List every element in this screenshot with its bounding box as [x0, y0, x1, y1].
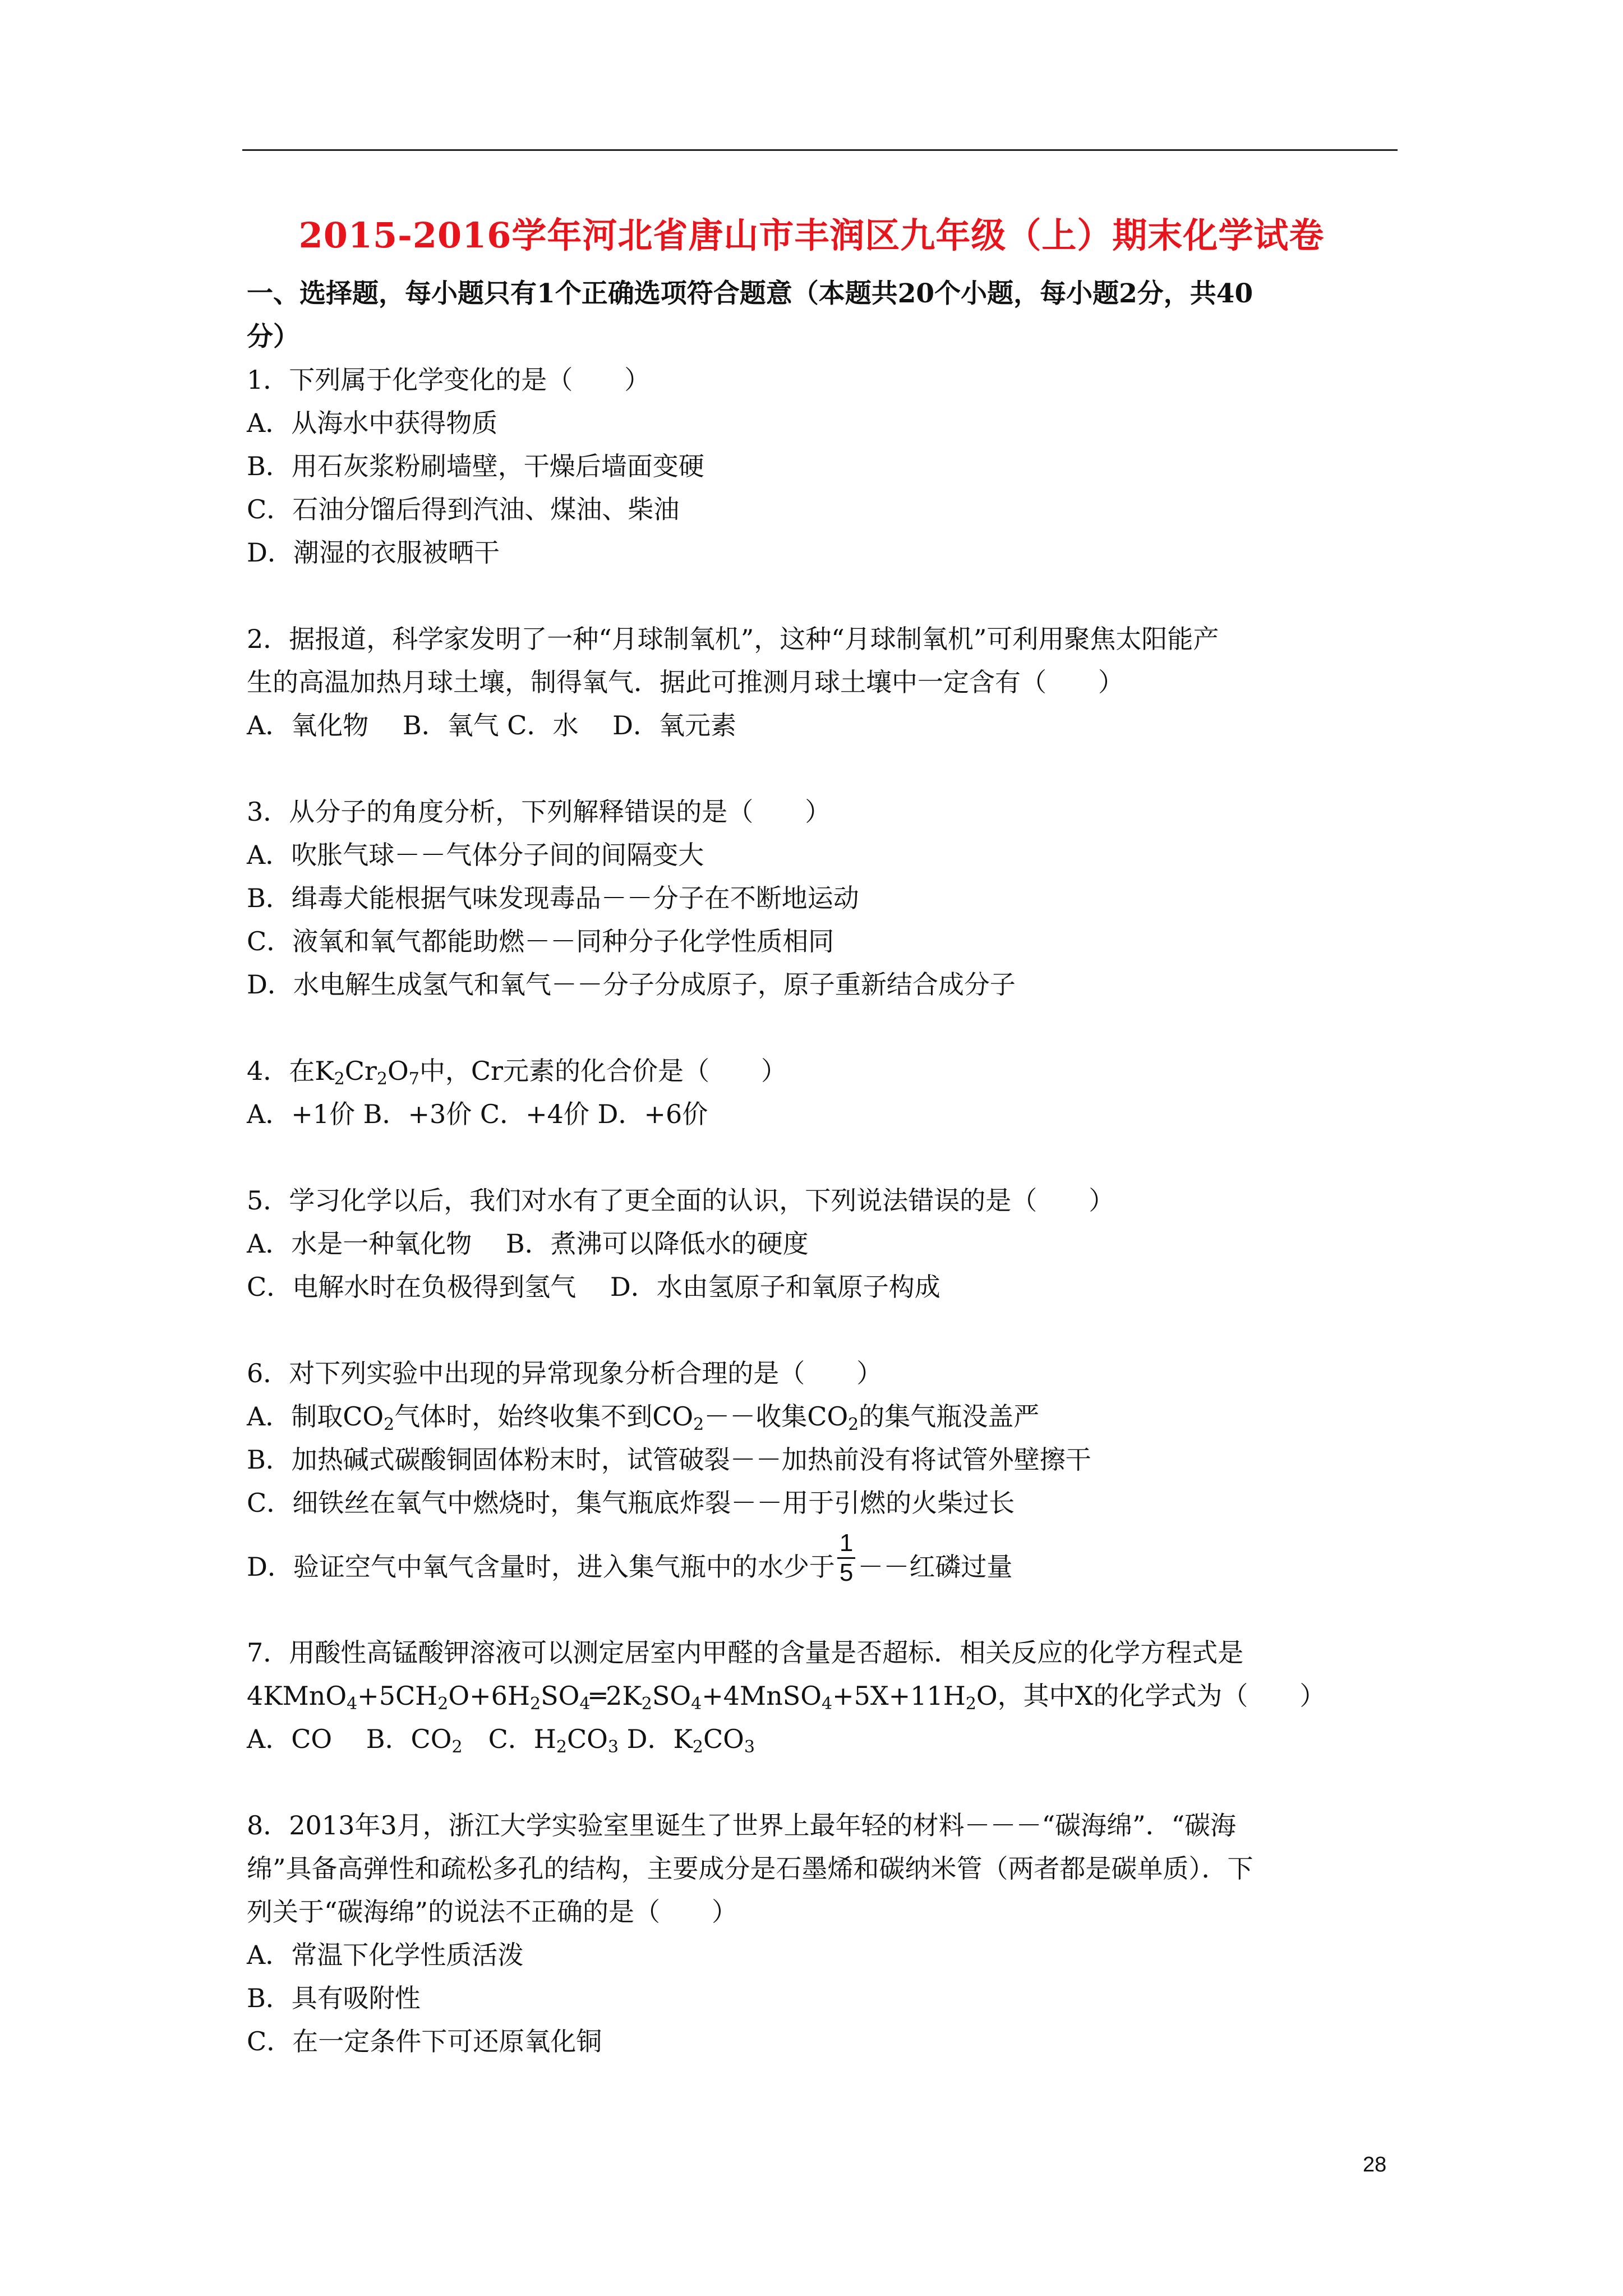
q6d-text-pre: D．验证空气中氧气含量时，进入集气瓶中的水少于	[247, 1552, 835, 1582]
question-4	[247, 1050, 1396, 1136]
question-2	[247, 618, 1396, 747]
question-8-stem-line-3: 列关于“碳海绵”的说法不正确的是（ ）	[247, 1897, 738, 1927]
q7-opt-text-4: D．K	[618, 1724, 693, 1754]
q6a-sub-2: 2	[693, 1415, 704, 1434]
q7-opt-sub-5: 3	[744, 1737, 755, 1757]
header-rule	[242, 149, 1398, 151]
question-8-option-b: B．具有吸附性	[247, 1983, 421, 2013]
question-7-stem: 7．用酸性高锰酸钾溶液可以测定居室内甲醛的含量是否超标．相关反应的化学方程式是	[247, 1637, 1244, 1668]
question-5	[247, 1179, 1396, 1309]
question-3-option-b: B．缉毒犬能根据气味发现毒品－－分子在不断地运动	[247, 883, 859, 913]
question-3-stem: 3．从分子的角度分析，下列解释错误的是（ ）	[247, 797, 831, 827]
q6a-text-4: 的集气瓶没盖严	[859, 1401, 1040, 1432]
question-1-option-c: C．石油分馏后得到汽油、煤油、柴油	[247, 494, 680, 524]
question-7-equation	[247, 1674, 1396, 1718]
q4-text-pre: 4．在K	[247, 1056, 334, 1086]
eq-part-4: SO	[541, 1681, 580, 1711]
question-8-option-c: C．在一定条件下可还原氧化铜	[247, 2026, 602, 2056]
q4-text-cr: Cr	[344, 1056, 377, 1086]
question-1-option-a: A．从海水中获得物质	[247, 408, 498, 438]
eq-sub-1: 4	[347, 1694, 358, 1714]
eq-sub-4: 4	[579, 1694, 591, 1714]
question-3-option-a: A．吹胀气球－－气体分子间的间隔变大	[247, 840, 704, 870]
q6a-text-3: －－收集CO	[704, 1401, 849, 1432]
question-3-option-c: C．液氧和氧气都能助燃－－同种分子化学性质相同	[247, 926, 834, 956]
q7-opt-text-1: A．CO B．CO	[247, 1724, 452, 1754]
q6a-text-1: A．制取CO	[247, 1401, 384, 1432]
eq-part-1: 4KMnO	[247, 1681, 347, 1711]
eq-part-5: ═2K	[590, 1681, 642, 1711]
section-heading-line-1: 一、选择题，每小题只有1个正确选项符合题意（本题共20个小题，每小题2分，共40	[247, 278, 1253, 309]
question-2-options: A．氧化物 B．氧气 C．水 D．氧元素	[247, 710, 736, 740]
eq-part-2: +5CH	[357, 1681, 438, 1711]
section-heading-line-2: 分）	[247, 321, 299, 352]
question-5-options-cd: C．电解水时在负极得到氢气 D．水由氢原子和氧原子构成	[247, 1272, 940, 1302]
question-8	[247, 1804, 1396, 2063]
fraction-numerator: 1	[837, 1529, 855, 1559]
q6a-sub-3: 2	[848, 1415, 859, 1434]
question-5-stem: 5．学习化学以后，我们对水有了更全面的认识，下列说法错误的是（ ）	[247, 1185, 1115, 1216]
eq-sub-8: 2	[965, 1694, 976, 1714]
exam-content	[247, 272, 1396, 2063]
question-4-options: A．+1价 B．+3价 C．+4价 D．+6价	[247, 1099, 708, 1129]
question-8-option-a: A．常温下化学性质活泼	[247, 1940, 524, 1970]
q7-opt-text-5: CO	[703, 1724, 744, 1754]
q4-sub-3: 7	[408, 1069, 419, 1089]
eq-part-9: O，其中X的化学式为（ ）	[976, 1681, 1326, 1711]
eq-sub-5: 2	[641, 1694, 652, 1714]
question-1-option-d: D．潮湿的衣服被晒干	[247, 537, 500, 568]
eq-part-3: O+6H	[448, 1681, 531, 1711]
question-8-stem-line-2: 绵”具备高弹性和疏松多孔的结构，主要成分是石墨烯和碳纳米管（两者都是碳单质）．下	[247, 1853, 1253, 1884]
question-6-option-c: C．细铁丝在氧气中燃烧时，集气瓶底炸裂－－用于引燃的火柴过长	[247, 1488, 1015, 1518]
q7-opt-sub-4: 2	[692, 1737, 703, 1757]
question-8-stem-line-1: 8．2013年3月，浙江大学实验室里诞生了世界上最年轻的材料－－－“碳海绵”．“碳海	[247, 1810, 1237, 1841]
q6a-sub-1: 2	[384, 1415, 395, 1434]
section-heading	[247, 272, 1396, 358]
eq-sub-6: 4	[691, 1694, 702, 1714]
question-6-option-d	[247, 1525, 1396, 1603]
question-1	[247, 358, 1396, 574]
fraction-denominator: 5	[839, 1558, 854, 1586]
question-1-stem: 1．下列属于化学变化的是（ ）	[247, 365, 651, 395]
fraction-one-fifth	[837, 1529, 855, 1587]
page-number: 28	[1363, 2153, 1387, 2177]
q7-opt-sub-2: 2	[556, 1737, 567, 1757]
question-1-option-b: B．用石灰浆粉刷墙壁，干燥后墙面变硬	[247, 451, 704, 481]
q7-opt-sub-1: 2	[451, 1737, 463, 1757]
q4-sub-2: 2	[376, 1069, 388, 1089]
question-3-option-d: D．水电解生成氢气和氧气－－分子分成原子，原子重新结合成分子	[247, 969, 1016, 1000]
question-7	[247, 1631, 1396, 1761]
question-6-option-b: B．加热碱式碳酸铜固体粉末时，试管破裂－－加热前没有将试管外壁擦干	[247, 1444, 1091, 1475]
question-7-options	[247, 1718, 1396, 1761]
eq-sub-2: 2	[437, 1694, 449, 1714]
question-6-option-a	[247, 1395, 1396, 1438]
q4-sub-1: 2	[334, 1069, 345, 1089]
q7-opt-text-2: C．H	[462, 1724, 556, 1754]
eq-sub-3: 2	[530, 1694, 541, 1714]
q7-opt-sub-3: 3	[607, 1737, 619, 1757]
question-5-options-ab: A．水是一种氧化物 B．煮沸可以降低水的硬度	[247, 1228, 809, 1259]
question-4-stem	[247, 1050, 1396, 1093]
eq-part-8: +5X+11H	[832, 1681, 966, 1711]
q7-opt-text-3: CO	[566, 1724, 608, 1754]
question-2-stem-line-1: 2．据报道，科学家发明了一种“月球制氧机”，这种“月球制氧机”可利用聚焦太阳能产	[247, 624, 1219, 654]
eq-part-7: +4MnSO	[702, 1681, 822, 1711]
eq-part-6: SO	[652, 1681, 691, 1711]
page-title: 2015-2016学年河北省唐山市丰润区九年级（上）期末化学试卷	[298, 215, 1325, 256]
q6d-text-post: －－红磷过量	[857, 1552, 1013, 1582]
q4-text-o: O	[388, 1056, 409, 1086]
q6a-text-2: 气体时，始终收集不到CO	[394, 1401, 694, 1432]
question-6-stem: 6．对下列实验中出现的异常现象分析合理的是（ ）	[247, 1358, 883, 1388]
question-3	[247, 790, 1396, 1006]
q4-text-post: 中，Cr元素的化合价是（ ）	[419, 1056, 787, 1086]
eq-sub-7: 4	[821, 1694, 833, 1714]
question-2-stem-line-2: 生的高温加热月球土壤，制得氧气．据此可推测月球土壤中一定含有（ ）	[247, 667, 1124, 697]
question-6	[247, 1352, 1396, 1603]
